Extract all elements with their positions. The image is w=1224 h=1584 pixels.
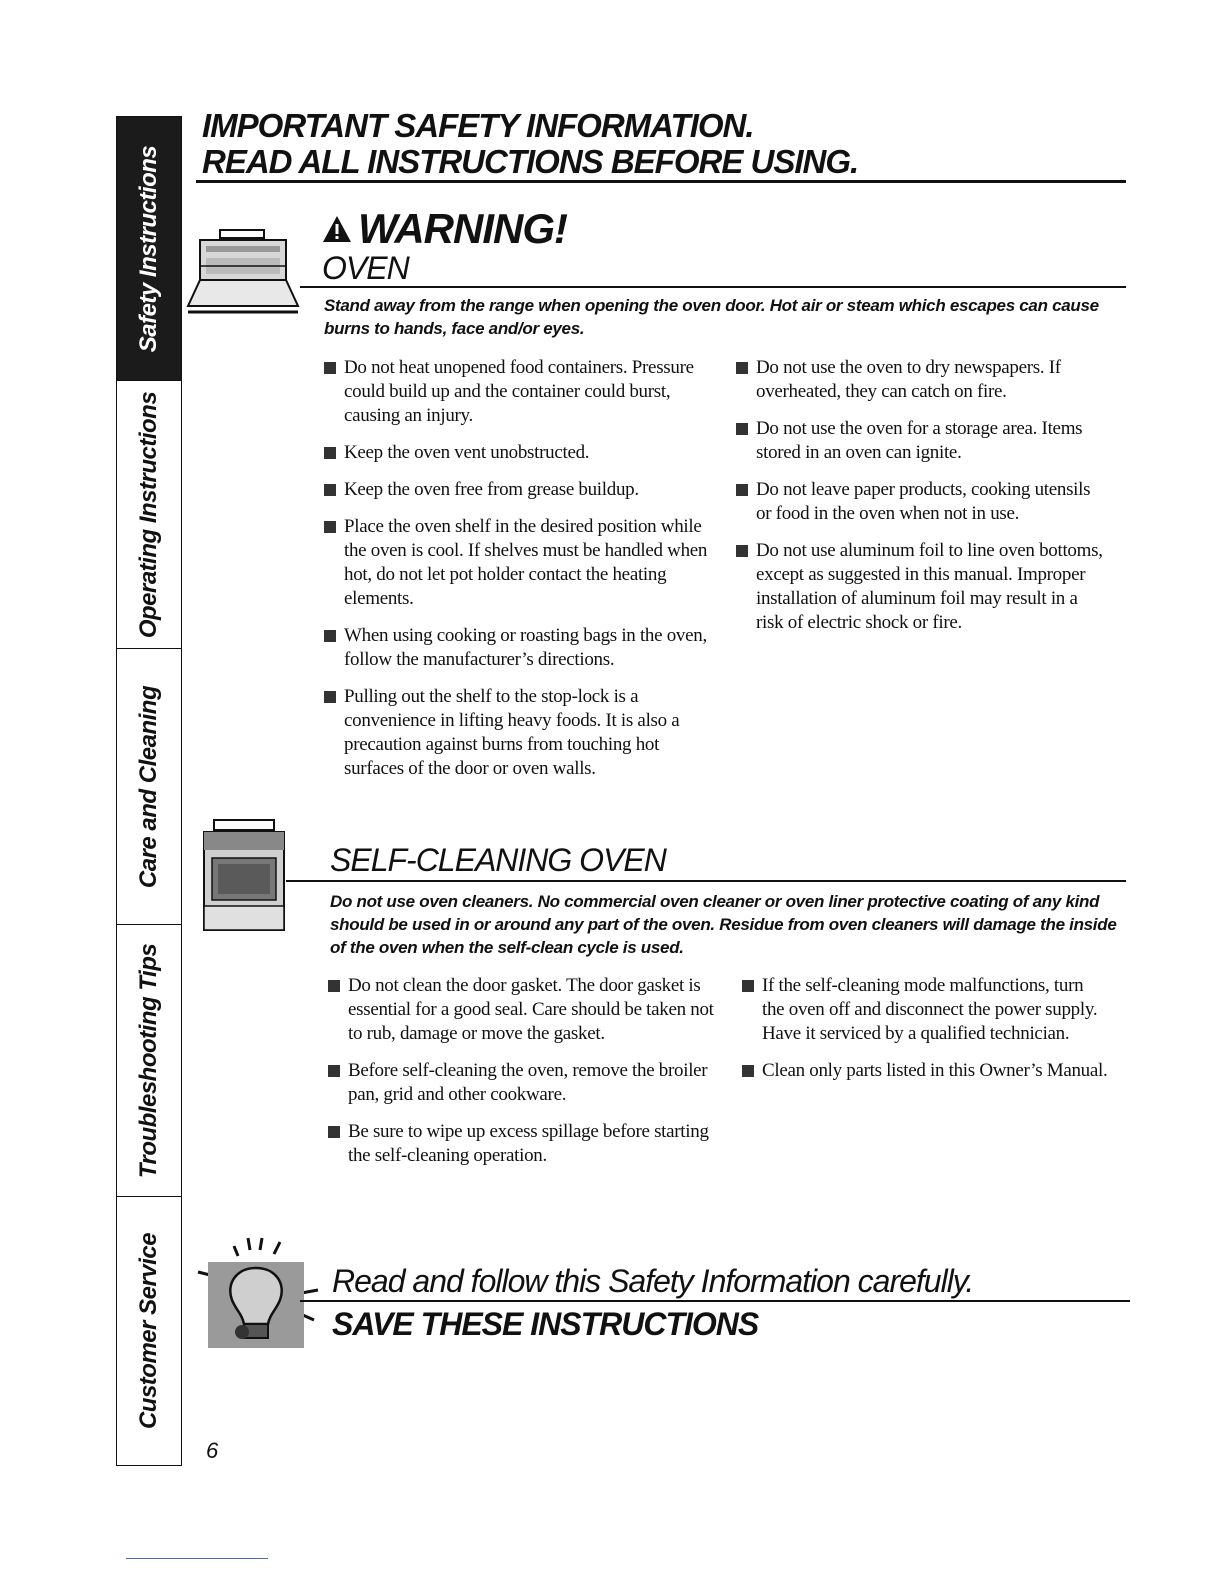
tab-label: Troubleshooting Tips — [135, 943, 162, 1179]
list-item: When using cooking or roasting bags in the oven, follow the manufacturer’s directions. — [322, 624, 722, 672]
self-clean-section-title: SELF-CLEANING OVEN — [330, 842, 666, 878]
tab-troubleshooting-tips[interactable] — [116, 924, 182, 1197]
list-item: If the self-cleaning mode malfunctions, turn the oven off and disconnect the power supply. Have it serviced by a qualified technician. — [740, 974, 1110, 1046]
tab-label: Safety Instructions — [135, 145, 162, 353]
list-item: Do not leave paper products, cooking utensils or food in the oven when not in use. — [734, 478, 1104, 526]
self-clean-right-list — [740, 974, 1110, 1096]
list-item: Before self-cleaning the oven, remove the broiler pan, grid and other cookware. — [326, 1059, 716, 1107]
range-oven-icon — [200, 818, 288, 934]
tab-label: Customer Service — [135, 1232, 162, 1430]
oven-section-title: OVEN — [322, 250, 409, 286]
footer-line — [126, 1558, 268, 1559]
page-number: 6 — [206, 1438, 219, 1463]
list-item: Place the oven shelf in the desired position while the oven is cool. If shelves must be handled when hot, do not let pot holder contact the heating elements. — [322, 515, 722, 611]
self-clean-intro: Do not use oven cleaners. No commercial oven cleaner or oven liner protective coating of any kind should be used in or around any part of the oven. Residue from oven cleaners will damage the inside of the oven when the self-clean cycle is used. — [330, 892, 1117, 957]
list-item: Do not clean the door gasket. The door gasket is essential for a good seal. Care should be taken not to rub, damage or move the gasket. — [326, 974, 716, 1046]
save-instructions-heading: SAVE THESE INSTRUCTIONS — [332, 1306, 759, 1342]
oven-left-list — [322, 356, 722, 794]
list-item: Keep the oven free from grease buildup. — [322, 478, 722, 502]
list-item: Do not heat unopened food containers. Pressure could build up and the container could burst, causing an injury. — [322, 356, 722, 428]
list-item: Be sure to wipe up excess spillage before starting the self-cleaning operation. — [326, 1120, 716, 1168]
tab-operating-instructions[interactable] — [116, 380, 182, 649]
list-item: Do not use the oven to dry newspapers. If overheated, they can catch on fire. — [734, 356, 1104, 404]
list-item: Do not use aluminum foil to line oven bottoms, except as suggested in this manual. Improper installation of aluminum foil may result in a risk of electric shock or fire. — [734, 539, 1104, 635]
self-clean-left-list — [326, 974, 716, 1181]
list-item: Clean only parts listed in this Owner’s Manual. — [740, 1059, 1110, 1083]
tab-care-and-cleaning[interactable] — [116, 648, 182, 925]
oven-right-list — [734, 356, 1104, 648]
tab-safety-instructions[interactable] — [116, 116, 182, 381]
page-heading-line1: IMPORTANT SAFETY INFORMATION. — [202, 107, 754, 144]
list-item: Keep the oven vent unobstructed. — [322, 441, 722, 465]
lightbulb-icon — [196, 1232, 322, 1352]
closing-note: Read and follow this Safety Information carefully. — [332, 1263, 974, 1299]
oven-section-divider — [300, 286, 1126, 288]
header-divider — [196, 180, 1126, 183]
self-clean-section-divider — [286, 880, 1126, 882]
section-tabs — [116, 116, 182, 1466]
list-item: Do not use the oven for a storage area. Items stored in an oven can ignite. — [734, 417, 1104, 465]
warning-triangle-icon — [322, 215, 352, 243]
tab-customer-service[interactable] — [116, 1196, 182, 1466]
list-item: Pulling out the shelf to the stop-lock is a convenience in lifting heavy foods. It is also a precaution against burns from touching hot surfaces of the door or oven walls. — [322, 685, 722, 781]
tab-label: Care and Cleaning — [135, 685, 162, 889]
warning-title — [322, 206, 567, 252]
oven-intro: Stand away from the range when opening the oven door. Hot air or steam which escapes can cause burns to hands, face and/or eyes. — [324, 296, 1099, 338]
oven-door-open-icon — [186, 226, 302, 318]
warning-title-text: WARNING! — [358, 205, 567, 252]
page-heading-line2: READ ALL INSTRUCTIONS BEFORE USING. — [202, 143, 859, 180]
closing-divider — [300, 1300, 1130, 1302]
tab-label: Operating Instructions — [135, 391, 162, 639]
